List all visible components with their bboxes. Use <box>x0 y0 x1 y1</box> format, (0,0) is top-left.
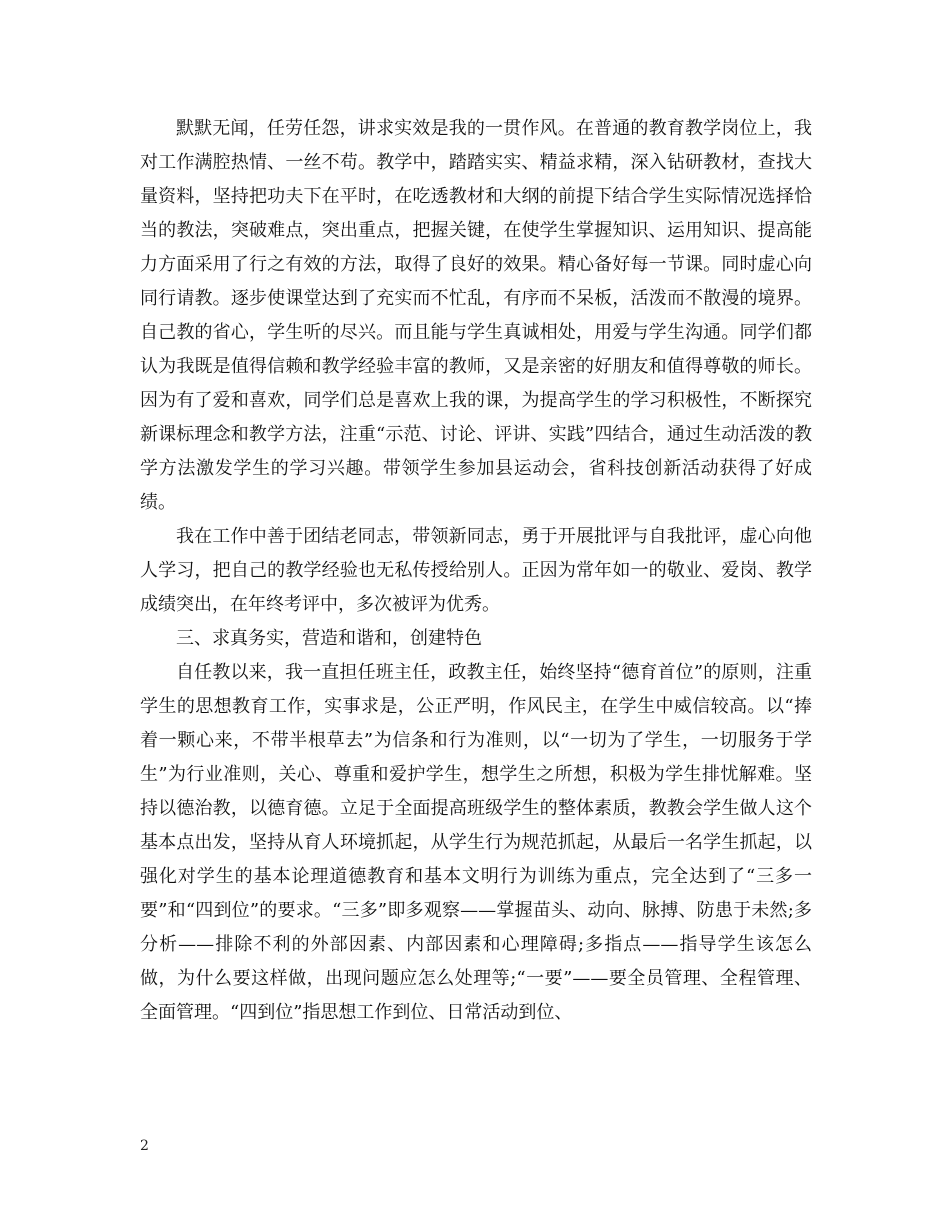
paragraph-work-style: 默默无闻，任劳任怨，讲求实效是我的一贯作风。在普通的教育教学岗位上，我对工作满腔热情、一丝不苟。教学中，踏踏实实、精益求精，深入钻研教材，查找大量资料，坚持把功夫下在平时，在吃透教材和大纲的前提下结合学生实际情况选择恰当的教法，突破难点，突出重点，把握关键，在使学生掌握知识、运用知识、提高能力方面采用了行之有效的方法，取得了良好的效果。精心备好每一节课。同时虚心向同行请教。逐步使课堂达到了充实而不忙乱，有序而不呆板，活泼而不散漫的境界。自己教的省心，学生听的尽兴。而且能与学生真诚相处，用爱与学生沟通。同学们都认为我既是值得信赖和教学经验丰富的教师，又是亲密的好朋友和值得尊敬的师长。因为有了爱和喜欢，同学们总是喜欢上我的课，为提高学生的学习积极性，不断探究新课标理念和教学方法，注重“示范、讨论、评讲、实践”四结合，通过生动活泼的教学方法激发学生的学习兴趣。带领学生参加县运动会，省科技创新活动获得了好成绩。 <box>140 118 812 513</box>
paragraph-teamwork: 我在工作中善于团结老同志，带领新同志，勇于开展批评与自我批评，虚心向他人学习，把自己的教学经验也无私传授给别人。正因为常年如一的敬业、爱岗、教学成绩突出，在年终考评中，多次被评为优秀。 <box>140 526 812 615</box>
document-body <box>140 112 812 1030</box>
section-heading-three: 三、求真务实，营造和谐和，创建特色 <box>176 628 482 649</box>
page-number: 2 <box>140 1138 149 1154</box>
paragraph-class-management: 自任教以来，我一直担任班主任，政教主任，始终坚持“德育首位”的原则，注重学生的思想教育工作，实事求是，公正严明，作风民主，在学生中威信较高。以“捧着一颗心来，不带半根草去”为信条和行为准则，以“一切为了学生，一切服务于学生”为行业准则，关心、尊重和爱护学生，想学生之所想，积极为学生排忧解难。坚持以德治教，以德育德。立足于全面提高班级学生的整体素质，教教会学生做人这个基本点出发，坚持从育人环境抓起，从学生行为规范抓起，从最后一名学生抓起，以强化对学生的基本论理道德教育和基本文明行为训练为重点，完全达到了“三多一要”和“四到位”的要求。“三多”即多观察——掌握苗头、动向、脉搏、防患于未然;多分析——排除不利的外部因素、内部因素和心理障碍;多指点——指导学生该怎么做，为什么要这样做，出现问题应怎么处理等;“一要”——要全员管理、全程管理、全面管理。“四到位”指思想工作到位、日常活动到位、 <box>140 662 812 1023</box>
